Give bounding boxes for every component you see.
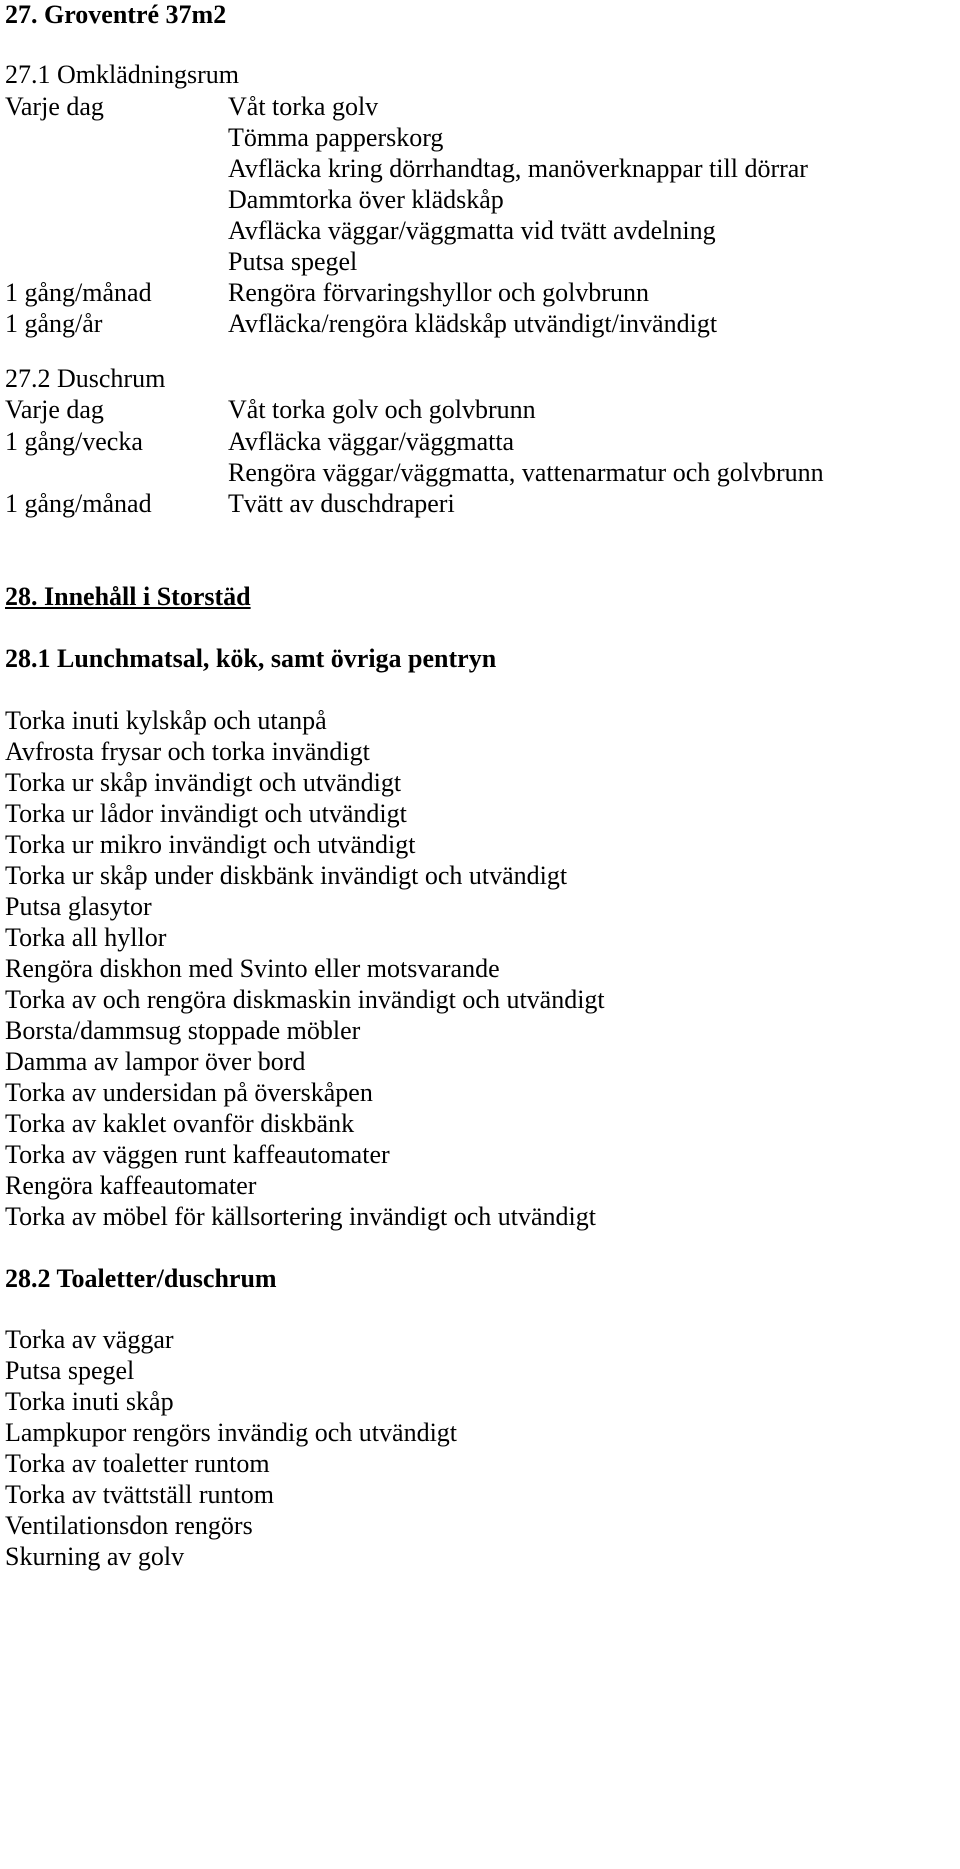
schedule-task: Tömma papperskorg: [228, 123, 444, 152]
list-item: Rengöra kaffeautomater: [5, 1171, 257, 1200]
list-item: Lampkupor rengörs invändig och utvändigt: [5, 1418, 458, 1447]
list-item: Torka inuti kylskåp och utanpå: [5, 706, 327, 735]
list-item: Torka ur skåp under diskbänk invändigt och utvändigt: [5, 861, 568, 890]
list-item: Borsta/dammsug stoppade möbler: [5, 1016, 361, 1045]
list-item: Putsa spegel: [5, 1356, 135, 1385]
schedule-task: Dammtorka över klädskåp: [228, 185, 504, 214]
list-item: Damma av lampor över bord: [5, 1047, 306, 1076]
schedule-row: [5, 247, 955, 277]
schedule-task: Avfläcka kring dörrhandtag, manöverknappar till dörrar: [228, 154, 808, 183]
list-item: Torka av kaklet ovanför diskbänk: [5, 1109, 355, 1138]
list-item: Torka ur skåp invändigt och utvändigt: [5, 768, 402, 797]
list-item: Torka av och rengöra diskmaskin invändigt och utvändigt: [5, 985, 605, 1014]
schedule-task: Våt torka golv: [228, 92, 379, 121]
schedule-row: [5, 427, 955, 457]
section-28-1-heading: 28.1 Lunchmatsal, kök, samt övriga pentryn: [5, 644, 497, 673]
schedule-task: Avfläcka väggar/väggmatta vid tvätt avdelning: [228, 216, 716, 245]
section-28-heading: 28. Innehåll i Storstäd: [5, 582, 251, 611]
list-item: Torka ur mikro invändigt och utvändigt: [5, 830, 416, 859]
list-item: Torka ur lådor invändigt och utvändigt: [5, 799, 407, 828]
list-item: Ventilationsdon rengörs: [5, 1511, 253, 1540]
schedule-frequency: 1 gång/månad: [5, 278, 152, 307]
section-27-1-heading: 27.1 Omklädningsrum: [5, 60, 239, 89]
schedule-task: Putsa spegel: [228, 247, 358, 276]
schedule-row: [5, 92, 955, 122]
schedule-row: [5, 154, 955, 184]
schedule-task: Tvätt av duschdraperi: [228, 489, 455, 518]
schedule-row: [5, 395, 955, 425]
schedule-task: Våt torka golv och golvbrunn: [228, 395, 536, 424]
schedule-row: [5, 309, 955, 339]
section-28-2-heading: 28.2 Toaletter/duschrum: [5, 1264, 277, 1293]
schedule-frequency: Varje dag: [5, 395, 104, 424]
list-item: Torka all hyllor: [5, 923, 167, 952]
schedule-task: Rengöra väggar/väggmatta, vattenarmatur och golvbrunn: [228, 458, 824, 487]
schedule-row: [5, 123, 955, 153]
schedule-row: [5, 278, 955, 308]
schedule-task: Avfläcka väggar/väggmatta: [228, 427, 515, 456]
schedule-frequency: Varje dag: [5, 92, 104, 121]
schedule-row: [5, 185, 955, 215]
section-27-2-heading: 27.2 Duschrum: [5, 364, 166, 393]
list-item: Skurning av golv: [5, 1542, 185, 1571]
schedule-task: Avfläcka/rengöra klädskåp utvändigt/invändigt: [228, 309, 718, 338]
list-item: Rengöra diskhon med Svinto eller motsvarande: [5, 954, 500, 983]
list-item: Avfrosta frysar och torka invändigt: [5, 737, 370, 766]
list-item: Putsa glasytor: [5, 892, 152, 921]
schedule-frequency: 1 gång/vecka: [5, 427, 143, 456]
schedule-row: [5, 458, 955, 488]
list-item: Torka av väggen runt kaffeautomater: [5, 1140, 390, 1169]
list-item: Torka av tvättställ runtom: [5, 1480, 274, 1509]
schedule-frequency: 1 gång/år: [5, 309, 103, 338]
schedule-row: [5, 489, 955, 519]
list-item: Torka av möbel för källsortering invändigt och utvändigt: [5, 1202, 596, 1231]
section-27-heading: 27. Groventré 37m2: [5, 0, 227, 29]
list-item: Torka av undersidan på överskåpen: [5, 1078, 373, 1107]
schedule-task: Rengöra förvaringshyllor och golvbrunn: [228, 278, 649, 307]
list-item: Torka av väggar: [5, 1325, 174, 1354]
list-item: Torka inuti skåp: [5, 1387, 174, 1416]
schedule-frequency: 1 gång/månad: [5, 489, 152, 518]
list-item: Torka av toaletter runtom: [5, 1449, 270, 1478]
schedule-row: [5, 216, 955, 246]
